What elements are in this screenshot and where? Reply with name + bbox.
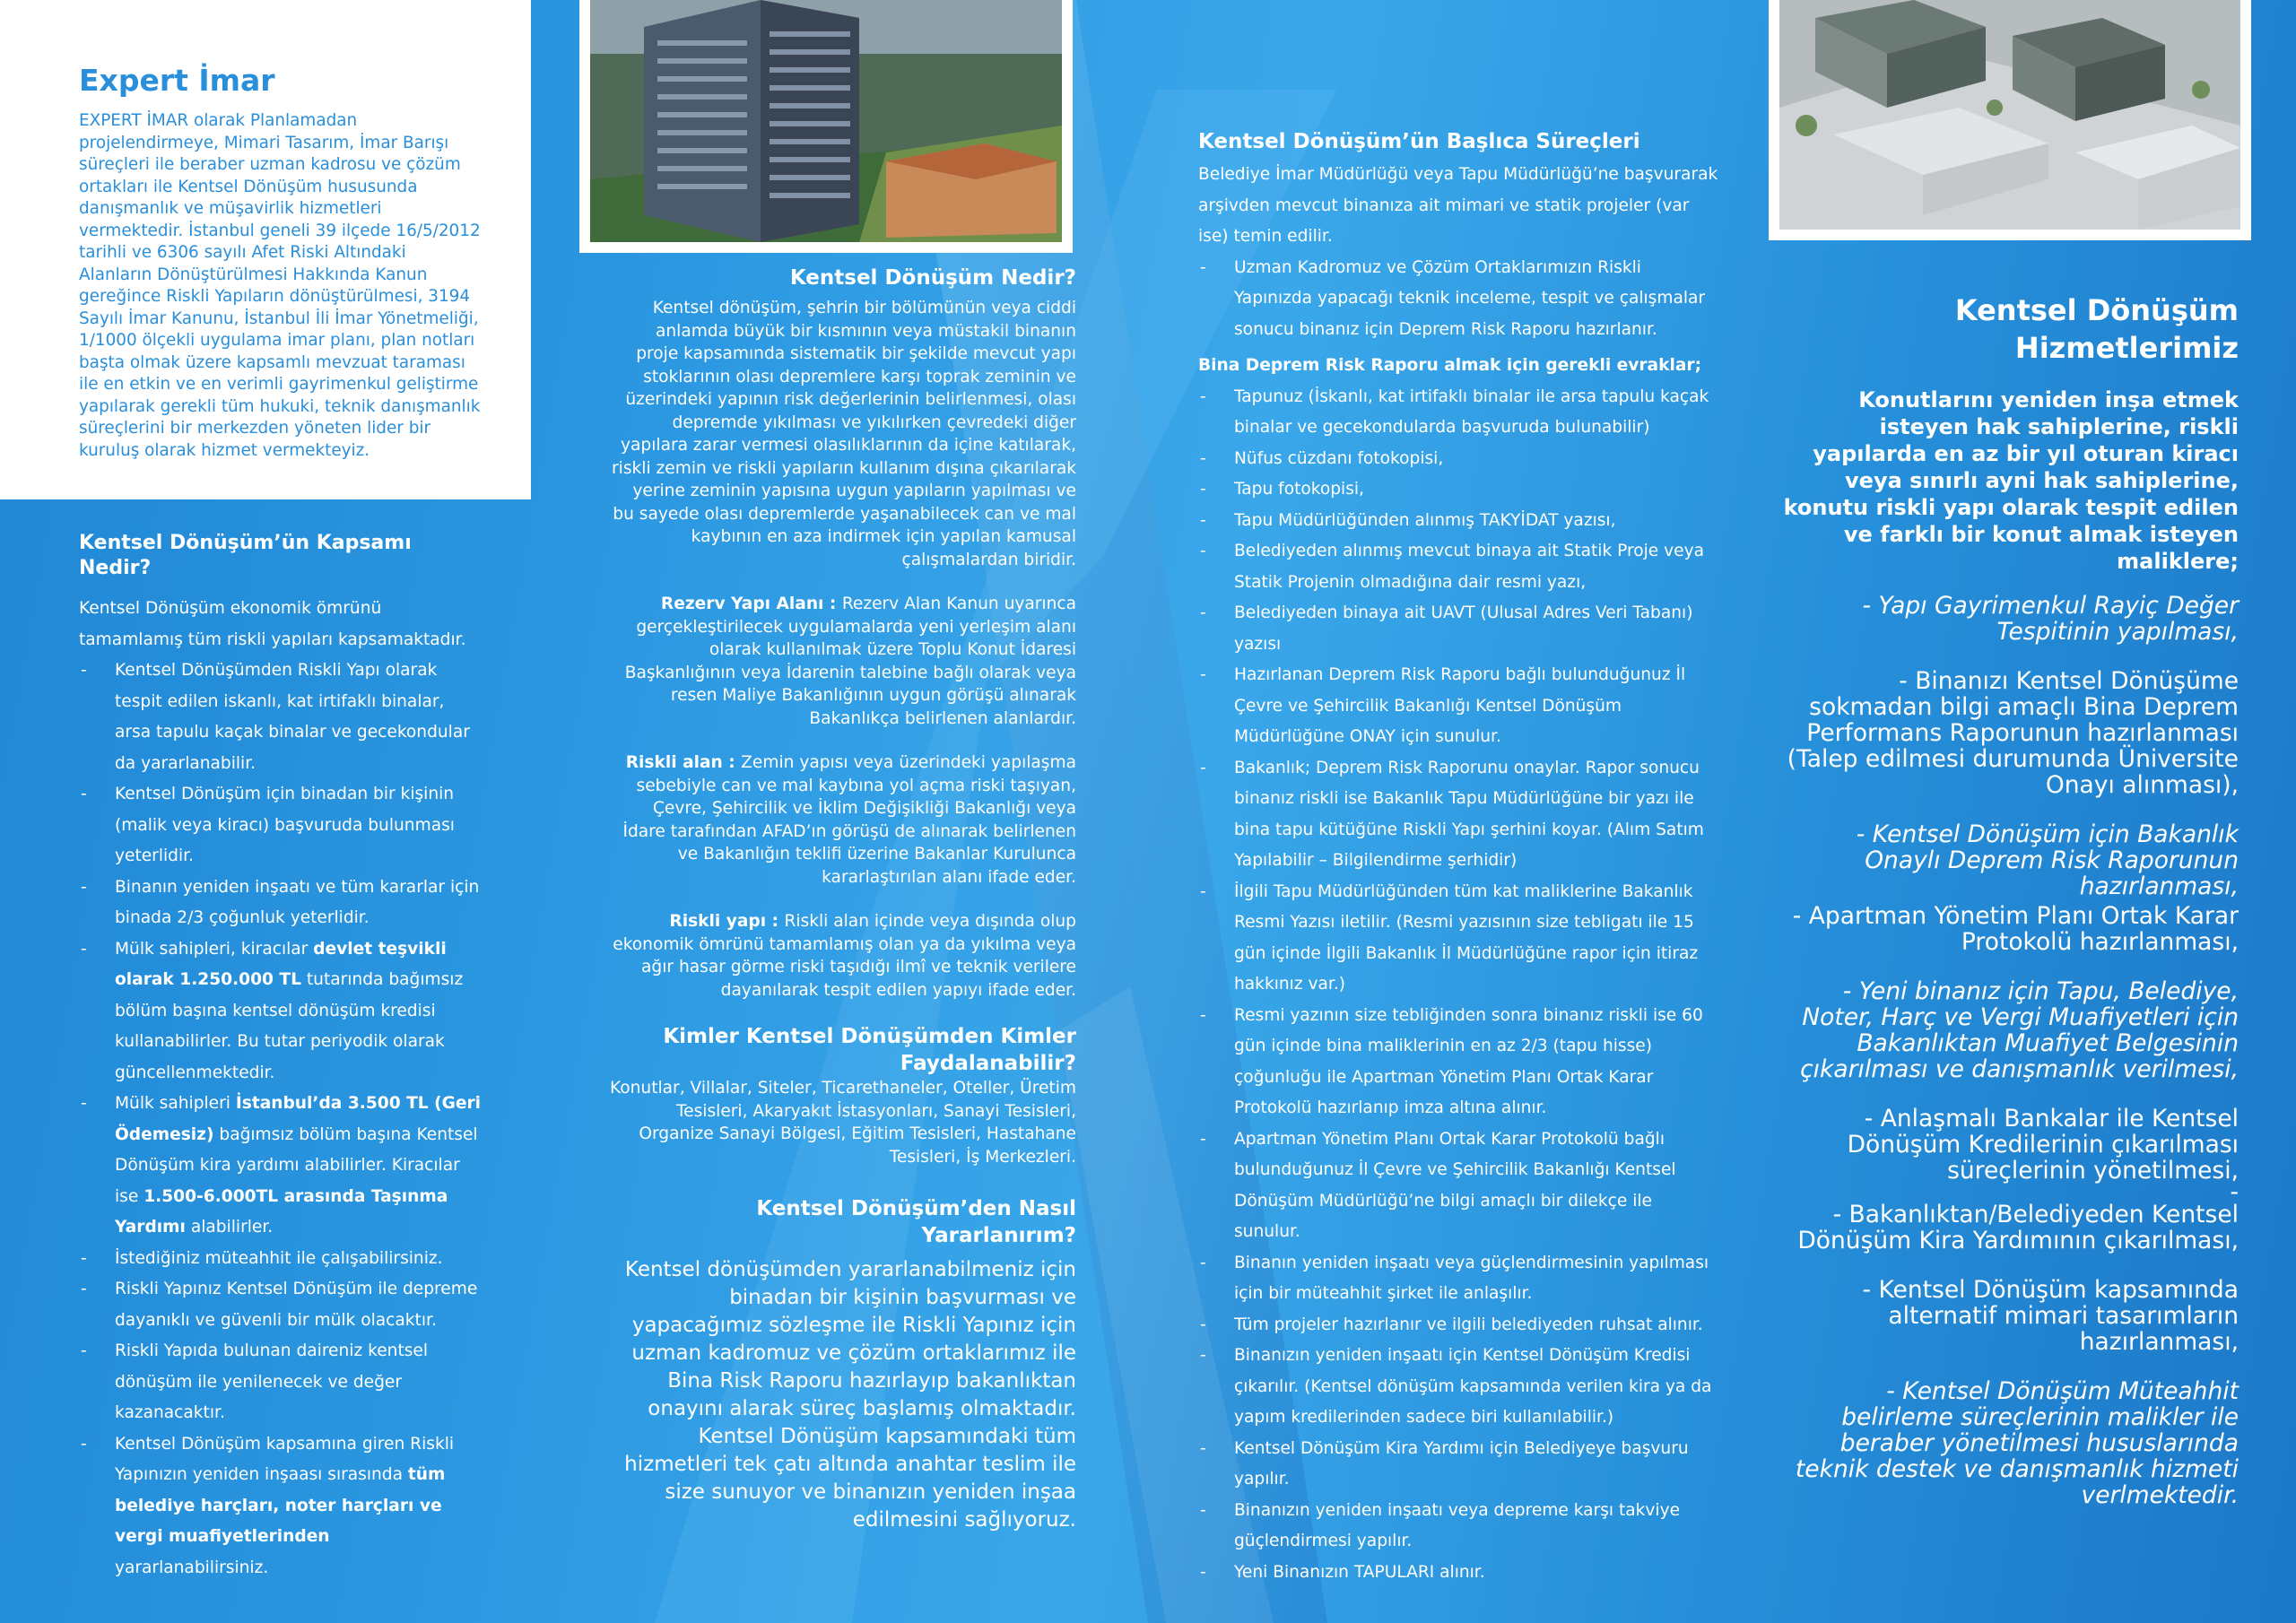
about-panel <box>0 0 531 499</box>
list-item: - Tapu fotokopisi, <box>1198 474 1718 506</box>
aerial-illustration <box>1779 0 2240 230</box>
how-text: Kentsel dönüşümden yararlanabilmeniz için binadan bir kişinin başvurması ve yapacağımız sözleşme ile Riskli Yapınız için uzman kadromuz ve çözüm ortaklarımız ile Bina Risk Raporu hazırlayıp bakanlıktan onayını alarak süreç başlamış olmaktadır. Kentsel Dönüşüm kapsamındaki tüm hizmetleri tek çatı altında anahtar teslim ile size sunuyor ve binanızın yeniden inşaa edilmesini sağlıyoruz. <box>624 1258 1076 1532</box>
scope-intro: Kentsel Dönüşüm ekonomik ömrünü tamamlamış tüm riskli yapıları kapsamaktadır. <box>79 599 466 649</box>
list-item: - Tüm projeler hazırlanır ve ilgili belediyeden ruhsat alınır. <box>1198 1310 1718 1341</box>
list-text: Kentsel Dönüşüm kapsamına giren Riskli Yapınızın yeniden inşaası sırasında <box>115 1434 455 1484</box>
riskli-yapi-lead: Riskli yapı : <box>669 912 785 931</box>
services-title: Kentsel Dönüşüm Hizmetlerimiz <box>1954 293 2239 365</box>
list-text-bold: İstanbul’da 3.500 TL (Geri Ödemesiz) <box>115 1094 482 1144</box>
list-item: - Binanızın yeniden inşaatı veya depreme karşı takviye güçlendirmesi yapılır. <box>1198 1496 1718 1558</box>
what-text: Kentsel dönüşüm, şehrin bir bölümünün veya ciddi anlamda büyük bir kısmının veya müstakil binanın proje kapsamında sistematik bir şekilde mevcut yapı stoklarının olası depremlere karşı toprak zeminin ve üzerindeki yapının risk değerlerinin belirlenmesi, olası depremde yıkılması ve yıkılırken çevredeki diğer yapılara zarar vermesi olasılıklarının da içine katılarak, riskli zemin ve riskli yapıların kullanım dışına çıkarılarak yerine zeminin yapısına uygun yapıların yapılması ve bu sayede olası depremlerde yaşanabilecek can ve mal kaybının en aza indirmek için yapılan kamusal çalışmalardan biridir. <box>612 299 1076 569</box>
building-illustration <box>590 0 1062 242</box>
list-item: - Kentsel Dönüşüm için binadan bir kişinin (malik veya kiracı) başvuruda bulunması yeterlidir. <box>79 779 483 872</box>
scope-title: Kentsel Dönüşüm’ün Kapsamı Nedir? <box>79 532 412 579</box>
services-section <box>1776 291 2239 1532</box>
list-item: - Resmi yazının size tebliğinden sonra binanız riskli ise 60 gün içinde bina maliklerinin en az 2/3 (tapu hisse) çoğunluğu ile Apartman Yönetim Planı Ortak Karar Protokolü hazırlanıp imza altına alınır. <box>1198 1001 1718 1124</box>
service-item: - Kentsel Dönüşüm Müteahhit belirleme süreçlerinin malikler ile beraber yönetilmesi hususlarında teknik destek ve danışmanlık hizmeti verlmektedir. <box>1795 1377 2239 1509</box>
service-item: - Kentsel Dönüşüm için Bakanlık Onaylı Deprem Risk Raporunun hazırlanması, <box>1856 820 2239 900</box>
service-item: - Kentsel Dönüşüm kapsamında alternatif mimari tasarımların hazırlanması, <box>1862 1276 2239 1356</box>
process-section <box>1198 126 1718 1588</box>
list-text-bold: tüm belediye harçları, noter harçları ve vergi muafiyetlerinden <box>115 1465 446 1546</box>
list-text-bold: devlet teşvikli olarak 1.250.000 TL <box>115 939 447 989</box>
aerial-photo <box>1769 0 2251 240</box>
scope-list <box>79 655 483 1584</box>
list-item: - Uzman Kadromuz ve Çözüm Ortaklarımızın Riskli Yapınızda yapacağı teknik inceleme, tespit ve çalışmalar sonucu binanız için Deprem Risk Raporu hazırlanır. <box>1198 253 1718 346</box>
list-item: - Bakanlık; Deprem Risk Raporunu onaylar. Rapor sonucu binanız riskli ise Bakanlık Tapu Müdürlüğüne bir yazı ile bina tapu kütüğüne Riskli Yapı şerhini koyar. (Alım Satım Yapılabilir – Bilgilendirme şerhidir) <box>1198 753 1718 877</box>
rezerv-text: Rezerv Alan Kanun uyarınca gerçekleştirilecek uygulamalarda yeni yerleşim alanı olarak kullanılmak üzere Toplu Konut İdaresi Başkanlığının veya İdarenin talebine bağlı olarak veya resen Maliye Bakanlığının uygun görüşü alınarak Bakanlıkça belirlenen alanlardır. <box>624 595 1076 728</box>
list-item: - İstediğiniz müteahhit ile çalışabilirsiniz. <box>79 1244 483 1275</box>
process-intro: Belediye İmar Müdürlüğü veya Tapu Müdürlüğü’ne başvurarak arşivden mevcut binanıza ait mimari ve statik projeler (var ise) temin edilir. <box>1198 165 1718 246</box>
definitions-section <box>610 265 1076 1534</box>
riskli-yapi-paragraph <box>610 910 1076 1002</box>
riskli-alan-text: Zemin yapısı veya üzerindeki yapılaşma sebebiyle can ve mal kaybına yol açma riski taşıyan, Çevre, Şehircilik ve İklim Değişikliği Bakanlığı veya İdare tarafından AFAD’ın görüşü de alınarak belirlenen ve Bakanlığın teklifi üzerine Bakanlar Kurulunca kararlaştırılan alanı ifade eder. <box>622 753 1076 887</box>
list-item: - Binanın yeniden inşaatı ve tüm kararlar için binada 2/3 çoğunluk yeterlidir. <box>79 872 483 934</box>
list-item: - Belediyeden alınmış mevcut binaya ait Statik Proje veya Statik Projenin olmadığına dair resmi yazı, <box>1198 536 1718 598</box>
company-title: Expert İmar <box>79 63 275 98</box>
list-item: - Belediyeden binaya ait UAVT (Ulusal Adres Veri Tabanı) yazısı <box>1198 598 1718 660</box>
list-text: Mülk sahipleri <box>115 1094 236 1113</box>
riskli-alan-paragraph <box>610 751 1076 889</box>
list-text: Mülk sahipleri, kiracılar <box>115 939 314 959</box>
list-item: - Binanızın yeniden inşaatı için Kentsel Dönüşüm Kredisi çıkarılır. (Kentsel dönüşüm kapsamında verilen kira ya da yapım kredilerinden sadece biri kullanılabilir.) <box>1198 1341 1718 1434</box>
list-item: - Riskli Yapınız Kentsel Dönüşüm ile depreme dayanıklı ve güvenli bir mülk olacaktır. <box>79 1274 483 1336</box>
list-item: - Apartman Yönetim Planı Ortak Karar Protokolü bağlı bulunduğunuz İl Çevre ve Şehircilik Bakanlığı Kentsel Dönüşüm Müdürlüğü’ne bilgi amaçlı bir dilekçe ile sunulur. <box>1198 1124 1718 1248</box>
list-item: - Hazırlanan Deprem Risk Raporu bağlı bulunduğunuz İl Çevre ve Şehircilik Bakanlığı Kentsel Dönüşüm Müdürlüğüne ONAY için sunulur. <box>1198 660 1718 753</box>
services-lead: Konutlarını yeniden inşa etmek isteyen hak sahiplerine, riskli yapılarda en az bir yıl oturan kiracı veya sınırlı ayni hak sahiplerine, konutu riskli yapı olarak tespit edilen ve farklı bir konut almak isteyen maliklere; <box>1783 387 2239 574</box>
service-item: - Binanızı Kentsel Dönüşüme sokmadan bilgi amaçlı Bina Deprem Performans Raporunun hazırlanması (Talep edilmesi durumunda Üniversite Onayı alınması), <box>1787 667 2239 799</box>
list-text: tutarında bağımsız bölüm başına kentsel dönüşüm kredisi kullanabilirler. Bu tutar periyodik olarak güncellenmektedir. <box>115 970 464 1082</box>
list-item: - Nüfus cüzdanı fotokopisi, <box>1198 444 1718 475</box>
list-item <box>79 1089 483 1244</box>
riskli-alan-lead: Riskli alan : <box>625 753 742 772</box>
list-text: alabilirler. <box>185 1218 274 1237</box>
process-list <box>1198 253 1718 346</box>
service-item: - Yapı Gayrimenkul Rayiç Değer Tespitinin yapılması, <box>1862 592 2239 646</box>
company-intro: EXPERT İMAR olarak Planlamadan projelendirmeye, Mimari Tasarım, İmar Barışı süreçleri ile beraber uzman kadrosu ve çözüm ortakları ile Kentsel Dönüşüm hususunda danışmanlık ve müşavirlik hizmetleri vermektedir. İstanbul geneli 39 ilçede 16/5/2012 tarihli ve 6306 sayılı Afet Riski Altındaki Alanların Dönüştürülmesi Hakkında Kanun gereğince Riskli Yapıların dönüştürülmesi, 3194 Sayılı İmar Kanunu, İstanbul İli İmar Yönetmeliği, 1/1000 ölçekli uygulama imar planı, plan notları başta olmak üzere kapsamlı mevzuat taraması ile en etkin ve en verimli gayrimenkul geliştirme yapılarak gerekli tüm hukuki, teknik danışmanlık süreçlerini bir merkezden yöneten lider bir kuruluş olarak hizmet vermekteyiz. <box>79 111 481 460</box>
how-title: Kentsel Dönüşüm’den Nasıl Yararlanırım? <box>756 1197 1076 1247</box>
list-item: - Kentsel Dönüşüm Kira Yardımı için Belediyeye başvuru yapılır. <box>1198 1434 1718 1496</box>
list-item: - Riskli Yapıda bulunan daireniz kentsel dönüşüm ile yenilenecek ve değer kazanacaktır. <box>79 1336 483 1429</box>
who-text: Konutlar, Villalar, Siteler, Ticarethaneler, Oteller, Üretim Tesisleri, Akaryakıt İstasyonları, Sanayi Tesisleri, Organize Sanayi Bölgesi, Eğitim Tesisleri, Hastahane Tesisleri, İş Merkezleri. <box>610 1079 1076 1167</box>
what-title: Kentsel Dönüşüm Nedir? <box>789 266 1076 290</box>
riskli-yapi-text: Riskli alan içinde veya dışında olup ekonomik ömrünü tamamlamış olan ya da yıkılma veya ağır hasar görme riski taşıdığı ilmî ve teknik verilere dayanılarak tespit edilen yapıyı ifade eder. <box>613 912 1076 1000</box>
who-title: Kimler Kentsel Dönüşümden Kimler Faydalanabilir? <box>663 1025 1076 1075</box>
list-text: bağımsız bölüm başına Kentsel Dönüşüm kira yardımı alabilirler. Kiracılar ise <box>115 1124 478 1206</box>
documents-title: Bina Deprem Risk Raporu almak için gerekli evraklar; <box>1198 356 1701 375</box>
list-item: - İlgili Tapu Müdürlüğünden tüm kat maliklerine Bakanlık Resmi Yazısı iletilir. (Resmi yazısının size tebligatı ile 15 gün içinde İlgili Bakanlık İl Müdürlüğüne rapor için itiraz hakkınız var.) <box>1198 877 1718 1001</box>
service-item: - Yeni binanız için Tapu, Belediye, Noter, Harç ve Vergi Muafiyetleri için Bakanlıktan Muafiyet Belgesinin çıkarılması ve danışmanlık verilmesi, <box>1800 977 2239 1083</box>
service-dash: - <box>2230 1178 2239 1206</box>
rezerv-paragraph <box>610 593 1076 730</box>
list-item: - Kentsel Dönüşümden Riskli Yapı olarak tespit edilen iskanlı, kat irtifaklı binalar, arsa tapulu kaçak binalar ve gecekondular da yararlanabilir. <box>79 655 483 779</box>
list-item <box>79 934 483 1089</box>
list-item <box>79 1429 483 1584</box>
scope-section <box>79 531 483 1584</box>
list-item: - Tapu Müdürlüğünden alınmış TAKYİDAT yazısı, <box>1198 506 1718 537</box>
list-item: - Tapunuz (İskanlı, kat irtifaklı binalar ile arsa tapulu kaçak binalar ve gecekondularda başvuruda bulunabilir) <box>1198 382 1718 444</box>
list-item: - Yeni Binanızın TAPULARI alınır. <box>1198 1558 1718 1589</box>
service-item: - Bakanlıktan/Belediyeden Kentsel Dönüşüm Kira Yardımının çıkarılması, <box>1797 1201 2239 1254</box>
list-item: - Binanın yeniden inşaatı veya güçlendirmesinin yapılması için bir müteahhit şirket ile anlaşılır. <box>1198 1248 1718 1310</box>
list-text-bold: 1.500-6.000TL arasında Taşınma Yardımı <box>115 1186 448 1237</box>
list-text: yararlanabilirsiniz. <box>115 1558 269 1577</box>
service-item: - Anlaşmalı Bankalar ile Kentsel Dönüşüm Kredilerinin çıkarılması süreçlerinin yönetilmesi, <box>1847 1105 2239 1185</box>
building-photo <box>579 0 1073 253</box>
process-title: Kentsel Dönüşüm’ün Başlıca Süreçleri <box>1198 130 1640 153</box>
rezerv-lead: Rezerv Yapı Alanı : <box>660 595 842 613</box>
documents-list <box>1198 382 1718 1589</box>
service-item: - Apartman Yönetim Planı Ortak Karar Protokolü hazırlanması, <box>1792 902 2239 956</box>
